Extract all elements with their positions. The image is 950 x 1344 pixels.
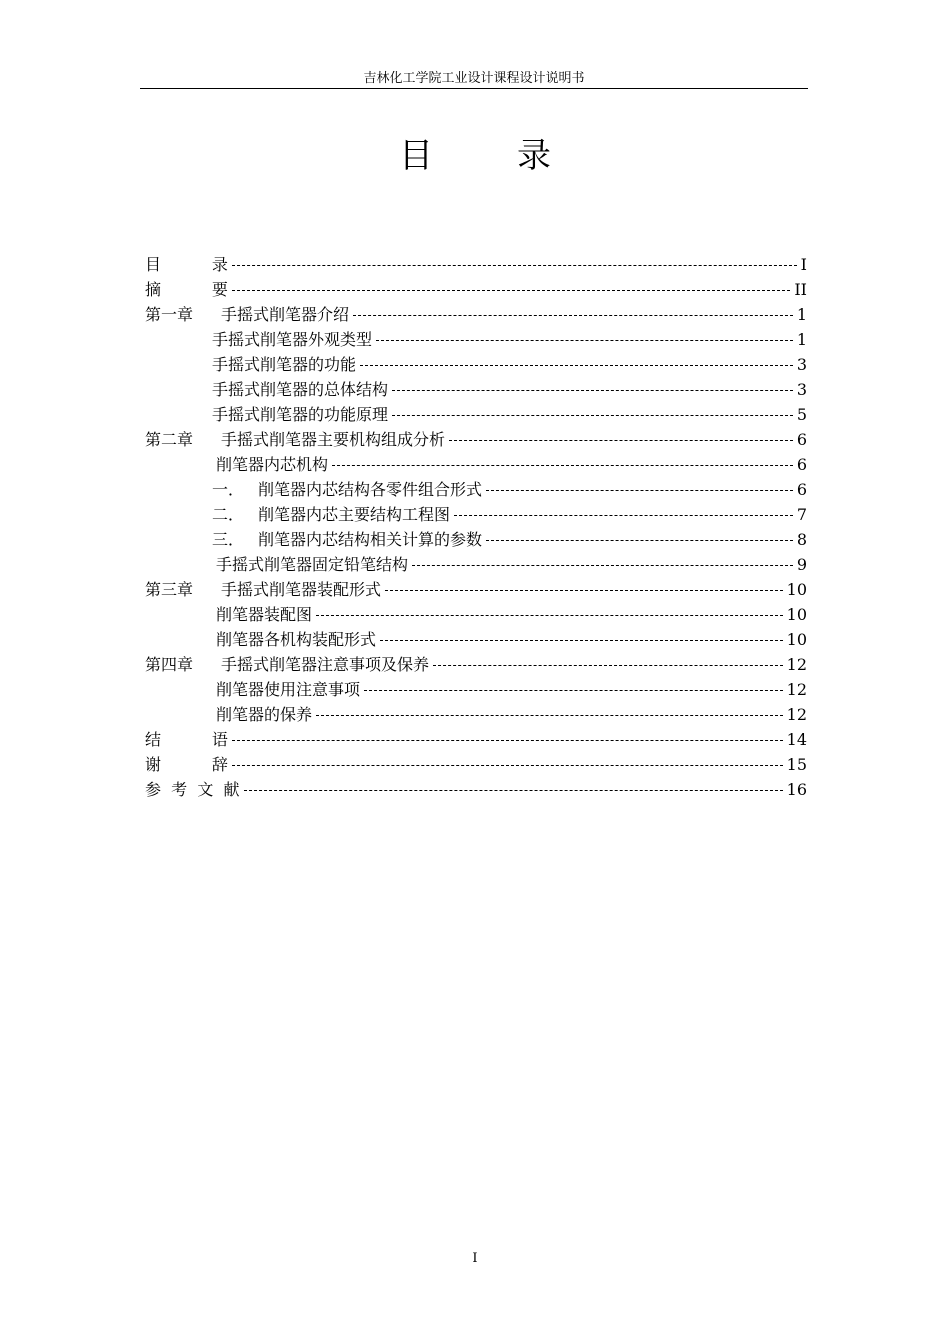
toc-entry[interactable] bbox=[145, 677, 807, 702]
toc-dot-leader bbox=[412, 552, 793, 577]
toc-entry[interactable] bbox=[145, 602, 807, 627]
toc-page-number: 6 bbox=[796, 480, 807, 499]
toc-page-number: 10 bbox=[786, 580, 807, 599]
header-rule bbox=[140, 88, 808, 89]
toc-dot-leader bbox=[332, 452, 793, 477]
toc-dot-leader bbox=[392, 402, 793, 427]
toc-entry-title: 手摇式削笔器介绍 bbox=[221, 305, 350, 324]
toc-dot-leader bbox=[380, 627, 783, 652]
toc-entry-prefix: 二． bbox=[212, 505, 245, 524]
toc-entry[interactable] bbox=[145, 652, 807, 677]
toc-entry[interactable] bbox=[145, 327, 807, 352]
toc-page-number: 5 bbox=[796, 405, 807, 424]
toc-entry-title: 手摇式削笔器的功能 bbox=[212, 355, 357, 374]
toc-entry[interactable] bbox=[145, 727, 807, 752]
toc-dot-leader bbox=[449, 427, 793, 452]
toc-dot-leader bbox=[385, 577, 783, 602]
toc-entry-title: 削笔器的保养 bbox=[216, 705, 313, 724]
toc-entry-title: 削笔器内芯结构相关计算的参数 bbox=[258, 530, 483, 549]
toc-entry[interactable] bbox=[145, 527, 807, 552]
page-title bbox=[0, 134, 950, 178]
toc-page-number: 9 bbox=[796, 555, 807, 574]
toc-page-number: I bbox=[800, 255, 807, 274]
toc-dot-leader bbox=[454, 502, 793, 527]
toc-entry-title: 手摇式削笔器的功能原理 bbox=[212, 405, 389, 424]
toc-entry[interactable] bbox=[145, 352, 807, 377]
toc-entry-prefix: 第一章 bbox=[145, 305, 194, 324]
toc-dot-leader bbox=[232, 252, 797, 277]
toc-page-number: 3 bbox=[796, 355, 807, 374]
toc-entry[interactable] bbox=[145, 427, 807, 452]
toc-dot-leader bbox=[360, 352, 793, 377]
toc-entry[interactable] bbox=[145, 477, 807, 502]
toc-page-number: 3 bbox=[796, 380, 807, 399]
toc-entry-title: 手摇式削笔器注意事项及保养 bbox=[221, 655, 430, 674]
toc-dot-leader bbox=[364, 677, 783, 702]
toc-entry-title: 参 考 文 献 bbox=[145, 780, 240, 799]
toc-entry-title: 削笔器内芯机构 bbox=[216, 455, 329, 474]
toc-entry-prefix: 一． bbox=[212, 480, 245, 499]
toc-dot-leader bbox=[392, 377, 793, 402]
toc-entry-title: 削笔器各机构装配形式 bbox=[216, 630, 377, 649]
toc-entry[interactable] bbox=[145, 452, 807, 477]
toc-dot-leader bbox=[433, 652, 783, 677]
toc-page-number: II bbox=[794, 280, 807, 299]
toc-entry-title: 削笔器使用注意事项 bbox=[216, 680, 361, 699]
toc-page-number: 8 bbox=[796, 530, 807, 549]
toc-dot-leader bbox=[244, 777, 783, 802]
toc-page-number: 12 bbox=[786, 680, 807, 699]
toc-page-number: 1 bbox=[796, 305, 807, 324]
toc-entry[interactable] bbox=[145, 302, 807, 327]
toc-entry-title: 削笔器内芯结构各零件组合形式 bbox=[258, 480, 483, 499]
toc-entry[interactable] bbox=[145, 577, 807, 602]
toc-entry[interactable] bbox=[145, 627, 807, 652]
toc-entry-title: 目 录 bbox=[145, 255, 228, 274]
toc-entry[interactable] bbox=[145, 777, 807, 802]
toc-dot-leader bbox=[353, 302, 793, 327]
toc-page-number: 14 bbox=[786, 730, 807, 749]
toc-page-number: 16 bbox=[786, 780, 807, 799]
toc-dot-leader bbox=[316, 602, 783, 627]
page-number: I bbox=[472, 1251, 478, 1266]
toc-dot-leader bbox=[486, 477, 793, 502]
toc-entry-prefix: 第三章 bbox=[145, 580, 194, 599]
table-of-contents bbox=[145, 252, 807, 802]
toc-page-number: 15 bbox=[786, 755, 807, 774]
running-header: 吉林化工学院工业设计课程设计说明书 bbox=[363, 71, 585, 86]
toc-page-number: 10 bbox=[786, 630, 807, 649]
title-char-right: 录 bbox=[517, 136, 551, 176]
toc-entry[interactable] bbox=[145, 377, 807, 402]
toc-entry[interactable] bbox=[145, 702, 807, 727]
toc-entry[interactable] bbox=[145, 252, 807, 277]
toc-dot-leader bbox=[316, 702, 783, 727]
toc-entry-prefix: 第四章 bbox=[145, 655, 194, 674]
toc-entry-title: 手摇式削笔器的总体结构 bbox=[212, 380, 389, 399]
toc-entry-title: 谢 辞 bbox=[145, 755, 228, 774]
toc-entry-title: 手摇式削笔器固定铅笔结构 bbox=[216, 555, 409, 574]
toc-page-number: 7 bbox=[796, 505, 807, 524]
toc-entry-title: 结 语 bbox=[145, 730, 228, 749]
toc-page-number: 1 bbox=[796, 330, 807, 349]
toc-page-number: 12 bbox=[786, 655, 807, 674]
toc-page-number: 12 bbox=[786, 705, 807, 724]
toc-entry[interactable] bbox=[145, 502, 807, 527]
toc-entry-title: 手摇式削笔器外观类型 bbox=[212, 330, 373, 349]
toc-entry[interactable] bbox=[145, 402, 807, 427]
toc-dot-leader bbox=[232, 277, 790, 302]
toc-dot-leader bbox=[376, 327, 793, 352]
toc-dot-leader bbox=[232, 727, 783, 752]
toc-entry-title: 手摇式削笔器装配形式 bbox=[221, 580, 382, 599]
toc-entry[interactable] bbox=[145, 277, 807, 302]
toc-page-number: 6 bbox=[796, 455, 807, 474]
toc-entry[interactable] bbox=[145, 752, 807, 777]
toc-entry[interactable] bbox=[145, 552, 807, 577]
toc-entry-prefix: 三． bbox=[212, 530, 245, 549]
toc-entry-title: 削笔器内芯主要结构工程图 bbox=[258, 505, 451, 524]
toc-entry-title: 削笔器装配图 bbox=[216, 605, 313, 624]
toc-dot-leader bbox=[232, 752, 783, 777]
toc-entry-title: 摘 要 bbox=[145, 280, 228, 299]
toc-entry-title: 手摇式削笔器主要机构组成分析 bbox=[221, 430, 446, 449]
toc-entry-prefix: 第二章 bbox=[145, 430, 194, 449]
title-char-left: 目 bbox=[399, 136, 433, 176]
toc-page-number: 10 bbox=[786, 605, 807, 624]
toc-page-number: 6 bbox=[796, 430, 807, 449]
toc-dot-leader bbox=[486, 527, 793, 552]
